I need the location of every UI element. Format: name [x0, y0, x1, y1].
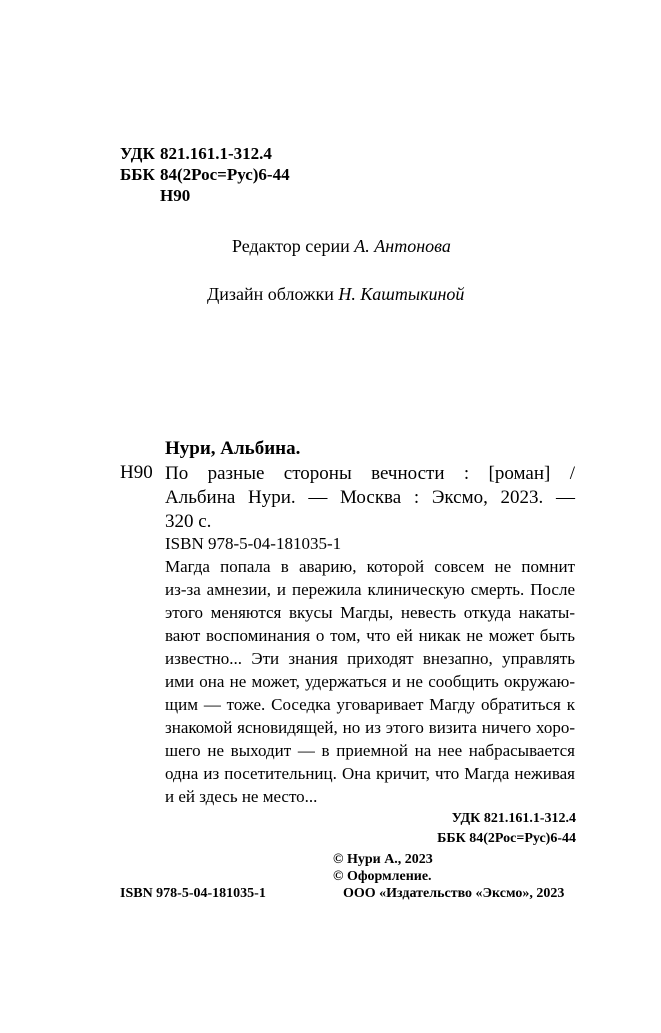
title-line: 320 с.	[165, 511, 212, 532]
bbk-label: ББК	[120, 165, 155, 184]
bbk-line	[120, 164, 290, 185]
annotation-line: вают воспоминания о том, что ей никак не может быть	[165, 626, 575, 645]
udk-line	[120, 143, 272, 164]
cover-design	[207, 284, 464, 305]
annotation-line: ими она не может, удержаться и не сообщить окружаю-	[165, 672, 575, 691]
copyright-design: © Оформление.	[333, 869, 432, 884]
udk-label: УДК	[120, 144, 155, 163]
copyright-publisher: ООО «Издательство «Эксмо», 2023	[343, 886, 565, 901]
annotation	[165, 555, 575, 808]
author-mark: Н90	[160, 186, 191, 205]
bottom-udk: УДК 821.161.1-312.4	[451, 811, 576, 826]
cover-design-name: Н. Каштыкиной	[338, 284, 465, 304]
series-editor-name: А. Антонова	[354, 236, 451, 256]
card-author: Нури, Альбина.	[165, 438, 301, 459]
annotation-line: этого меняются вкусы Магды, невесть откуда накаты-	[165, 603, 575, 622]
card-isbn: ISBN 978-5-04-181035-1	[165, 534, 342, 553]
annotation-line: Магда попала в аварию, которой совсем не помнит	[165, 557, 575, 576]
annotation-line: из-за амнезии, и пережила клиническую смерть. После	[165, 580, 575, 599]
series-editor	[232, 236, 451, 257]
annotation-line: одна из посетительниц. Она кричит, что Магда неживая	[165, 764, 575, 783]
imprint-isbn: ISBN 978-5-04-181035-1	[120, 886, 266, 901]
annotation-line: и ей здесь не место...	[165, 787, 318, 806]
bbk-value: 84(2Рос=Рус)6-44	[160, 165, 290, 184]
title-line: Альбина Нури. — Москва : Эксмо, 2023. —	[165, 487, 575, 508]
cover-design-prefix: Дизайн обложки	[207, 284, 334, 304]
annotation-line: знакомой ясновидящей, но из этого визита ничего хоро-	[165, 718, 575, 737]
udk-value: 821.161.1-312.4	[160, 144, 272, 163]
card-title-block	[165, 462, 575, 534]
title-line: По разные стороны вечности : [роман] /	[165, 463, 575, 484]
bottom-bbk: ББК 84(2Рос=Рус)6-44	[437, 831, 576, 846]
annotation-line: шего не выходит — в приемной на нее набрасывается	[165, 741, 575, 760]
annotation-line: известно... Эти знания приходят внезапно, управлять	[165, 649, 575, 668]
annotation-line: щим — тоже. Соседка уговаривает Магду обратиться к	[165, 695, 575, 714]
card-code: Н90	[120, 462, 153, 483]
copyright-author: © Нури А., 2023	[333, 852, 433, 867]
series-editor-prefix: Редактор серии	[232, 236, 350, 256]
